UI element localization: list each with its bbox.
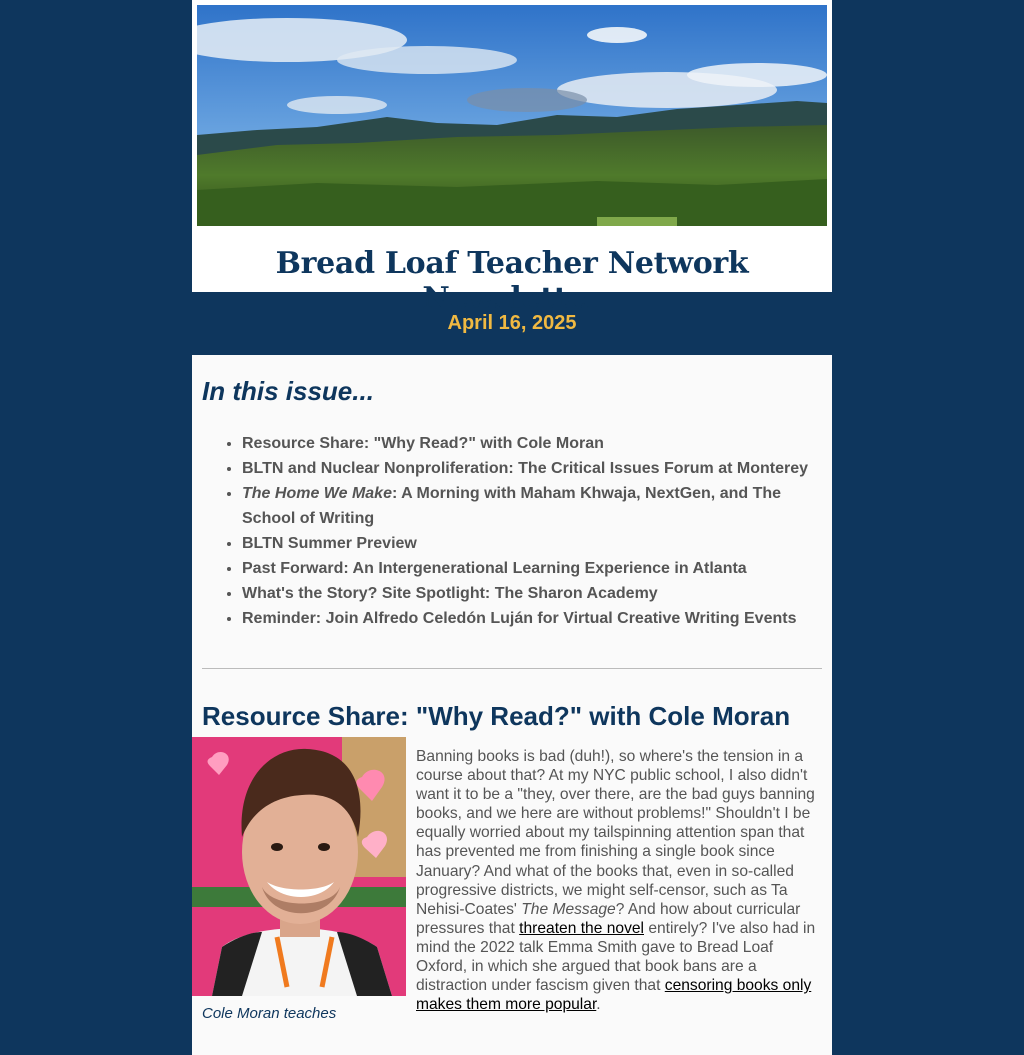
newsletter: [192, 0, 832, 1055]
author-photo: [192, 737, 406, 996]
book-title-italic: The Message: [521, 900, 616, 918]
censoring-books-link[interactable]: censoring books only makes them more popular: [416, 977, 812, 1014]
toc-item-italic: The Home We Make: [242, 485, 392, 502]
photo-caption: Cole Moran teaches: [202, 1005, 337, 1022]
article-heading: Resource Share: "Why Read?" with Cole Moran: [202, 701, 791, 731]
toc-item[interactable]: • Reminder: Join Alfredo Celedón Luján for Virtual Creative Writing Events: [242, 606, 822, 631]
article-body: [416, 747, 824, 1014]
toc-list: [202, 431, 822, 631]
threaten-novel-link[interactable]: threaten the novel: [519, 919, 644, 937]
toc-item[interactable]: • Resource Share: "Why Read?" with Cole Moran: [242, 431, 822, 456]
body-text-3: entirely? I've also had in mind the 2022 talk Emma Smith gave to Bread Loaf Oxford, in which she argued that book bans are a distraction under fascism given that: [416, 919, 816, 995]
toc-item[interactable]: [242, 481, 822, 531]
body-text-1: Banning books is bad (duh!), so where's the tension in a course about that? At my NYC public school, I also didn't want it to be a "they, over there, are the bad guys banning books, and we here are without problems!" Shouldn't I be equally worried about my tailspinning attention span that has prevented me from finishing a single book since January? And what of the books that, even in so-called progressive districts, we might self-censor, such as Ta Nehisi-Coates': [416, 748, 815, 918]
body-text-4: .: [596, 996, 601, 1014]
toc-item[interactable]: • What's the Story? Site Spotlight: The Sharon Academy: [242, 581, 822, 606]
content-card: [192, 355, 832, 1055]
toc-item[interactable]: • BLTN and Nuclear Nonproliferation: The Critical Issues Forum at Monterey: [242, 456, 822, 481]
toc-item[interactable]: • BLTN Summer Preview: [242, 531, 822, 556]
toc-item[interactable]: • Past Forward: An Intergenerational Learning Experience in Atlanta: [242, 556, 822, 581]
body-text-2: ? And how about curricular pressures that: [416, 900, 801, 937]
header-card: [192, 0, 832, 316]
date-bar: [192, 292, 832, 355]
mountain-landscape-image: [197, 5, 827, 226]
toc-heading: In this issue...: [202, 376, 374, 406]
toc-item-rest: : A Morning with Maham Khwaja, NextGen, and The School of Writing: [242, 485, 782, 527]
issue-date: April 16, 2025: [447, 312, 577, 334]
newsletter-title: Bread Loaf Teacher Network Newsletter: [275, 246, 749, 316]
